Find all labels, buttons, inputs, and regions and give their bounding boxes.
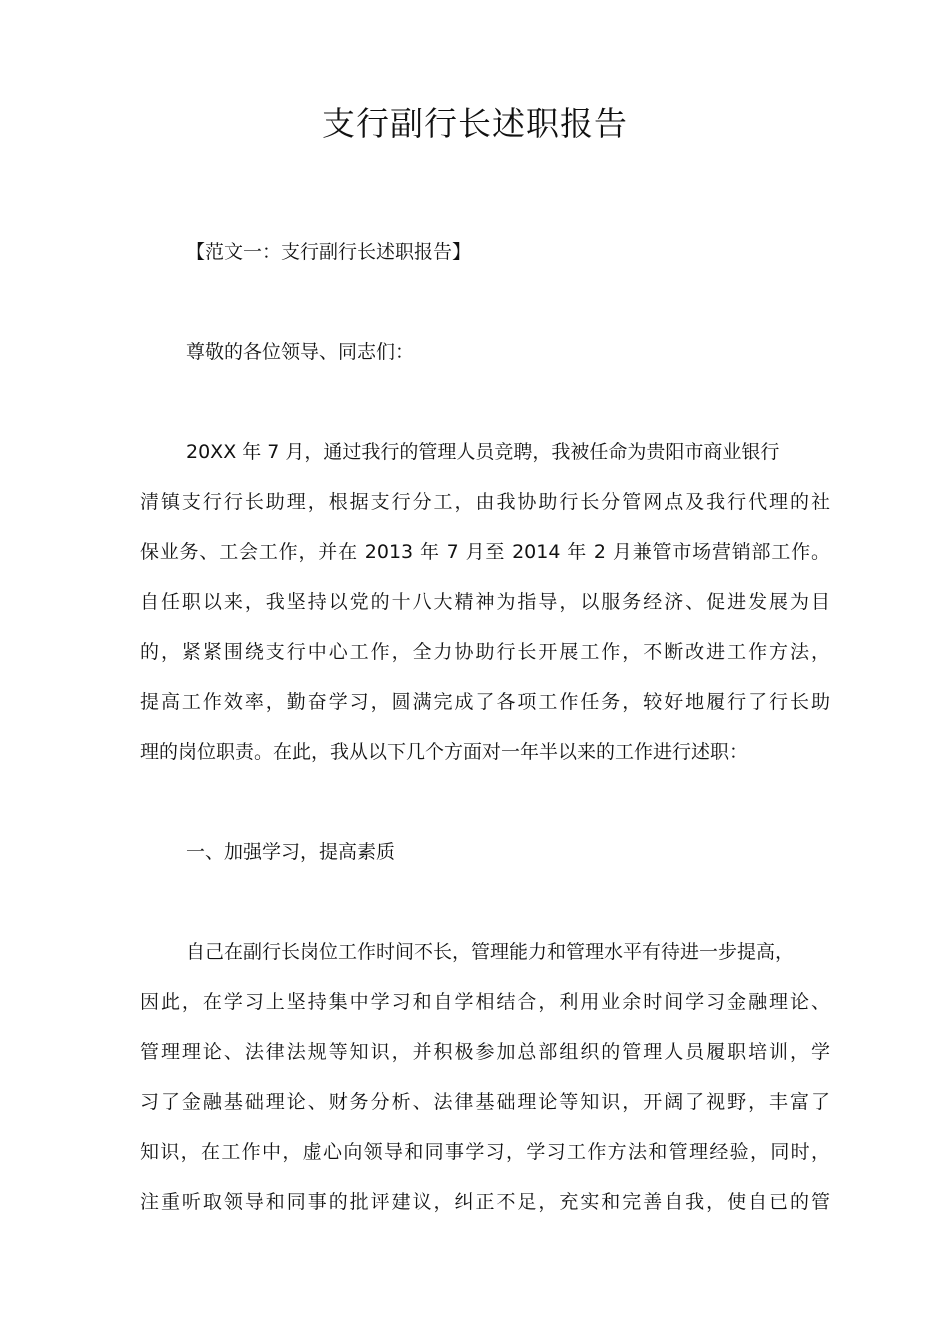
paragraph-1-line: 理的岗位职责。在此，我从以下几个方面对一年半以来的工作进行述职： (140, 741, 749, 763)
paragraph-2-line: 习了金融基础理论、财务分析、法律基础理论等知识，开阔了视野，丰富了 (140, 1091, 830, 1113)
paragraph-2-line: 管理理论、法律法规等知识，并积极参加总部组织的管理人员履职培训，学 (140, 1041, 830, 1063)
paragraph-1-line: 提高工作效率，勤奋学习，圆满完成了各项工作任务，较好地履行了行长助 (140, 691, 830, 713)
paragraph-2-line: 注重听取领导和同事的批评建议，纠正不足，充实和完善自我，使自已的管 (140, 1191, 830, 1213)
paragraph-2-line: 知识，在工作中，虚心向领导和同事学习，学习工作方法和管理经验，同时， (140, 1141, 830, 1163)
paragraph-1-line: 20XX 年 7 月，通过我行的管理人员竞聘，我被任命为贵阳市商业银行 (186, 441, 780, 463)
document-subtitle: 【范文一：支行副行长述职报告】 (186, 241, 472, 263)
paragraph-1-line: 保业务、工会工作，并在 2013 年 7 月至 2014 年 2 月兼管市场营销部工作。 (140, 541, 830, 563)
paragraph-1-line: 清镇支行行长助理，根据支行分工，由我协助行长分管网点及我行代理的社 (140, 491, 830, 513)
paragraph-1-line: 的，紧紧围绕支行中心工作，全力协助行长开展工作，不断改进工作方法， (140, 641, 830, 663)
salutation: 尊敬的各位领导、同志们： (186, 341, 415, 363)
document-title: 支行副行长述职报告 (322, 104, 628, 143)
paragraph-2-line: 因此，在学习上坚持集中学习和自学相结合，利用业余时间学习金融理论、 (140, 991, 830, 1013)
section-heading: 一、加强学习，提高素质 (186, 841, 396, 863)
paragraph-1-line: 自任职以来，我坚持以党的十八大精神为指导，以服务经济、促进发展为目 (140, 591, 830, 613)
paragraph-2-line: 自己在副行长岗位工作时间不长，管理能力和管理水平有待进一步提高， (186, 941, 795, 963)
